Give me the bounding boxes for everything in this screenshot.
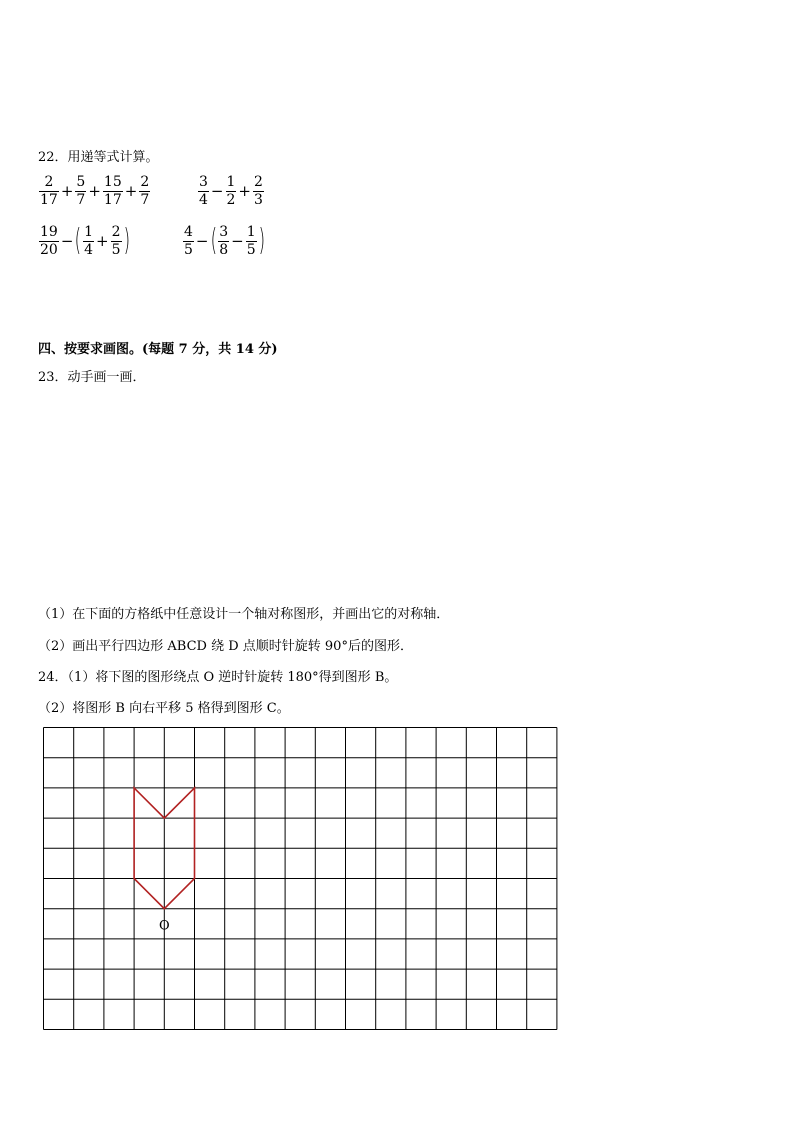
expression-1	[38, 168, 151, 214]
section-heading: 四、按要求画图。(每题 7 分，共 14 分)	[38, 342, 278, 357]
operator: +	[88, 182, 101, 200]
fraction: $\frac{1}{5}$	[246, 223, 256, 258]
grid-lines	[44, 728, 557, 1030]
q24-part2: （2）将图形 B 向右平移 5 格得到图形 C。	[38, 701, 290, 716]
q23-part2: （2）画出平行四边形 ABCD 绕 D 点顺时针旋转 90°后的图形．	[38, 639, 413, 654]
left-paren: (	[210, 223, 217, 258]
fraction: $\frac{2}{5}$	[111, 223, 121, 258]
fraction: $\frac{2}{17}$	[40, 173, 58, 208]
right-paren: )	[258, 223, 265, 258]
fraction: $\frac{15}{17}$	[103, 173, 122, 208]
q23-label: 23．动手画一画．	[38, 370, 146, 385]
operator: −	[210, 182, 224, 200]
q22-label: 22．用递等式计算。	[38, 150, 159, 165]
expression-4	[182, 218, 265, 264]
fraction: $\frac{1}{2}$	[226, 173, 236, 208]
fraction: $\frac{5}{7}$	[76, 173, 86, 208]
fraction: $\frac{2}{3}$	[254, 173, 263, 208]
q23-part1: （1）在下面的方格纸中任意设计一个轴对称图形，并画出它的对称轴．	[38, 607, 450, 622]
operator: −	[60, 232, 74, 250]
operator: +	[96, 232, 109, 250]
fraction: $\frac{4}{5}$	[184, 223, 193, 258]
right-paren: )	[123, 223, 130, 258]
operator: +	[60, 182, 74, 200]
operator: −	[231, 232, 244, 250]
left-paren: (	[75, 223, 82, 258]
operator: −	[195, 232, 209, 250]
fraction: $\frac{19}{20}$	[40, 223, 58, 258]
operator: +	[238, 182, 251, 200]
point-o-label: O	[158, 918, 170, 934]
fraction: $\frac{2}{7}$	[140, 173, 150, 208]
grid-paper	[43, 727, 561, 1031]
fraction: $\frac{3}{8}$	[219, 223, 229, 258]
operator: +	[124, 182, 138, 200]
expression-3	[38, 218, 130, 264]
q24-part1: 24．（1）将下图的图形绕点 O 逆时针旋转 180°得到图形 B。	[38, 670, 398, 685]
fraction: $\frac{1}{4}$	[84, 223, 94, 258]
expression-2	[197, 168, 265, 214]
fraction: $\frac{3}{4}$	[199, 173, 208, 208]
